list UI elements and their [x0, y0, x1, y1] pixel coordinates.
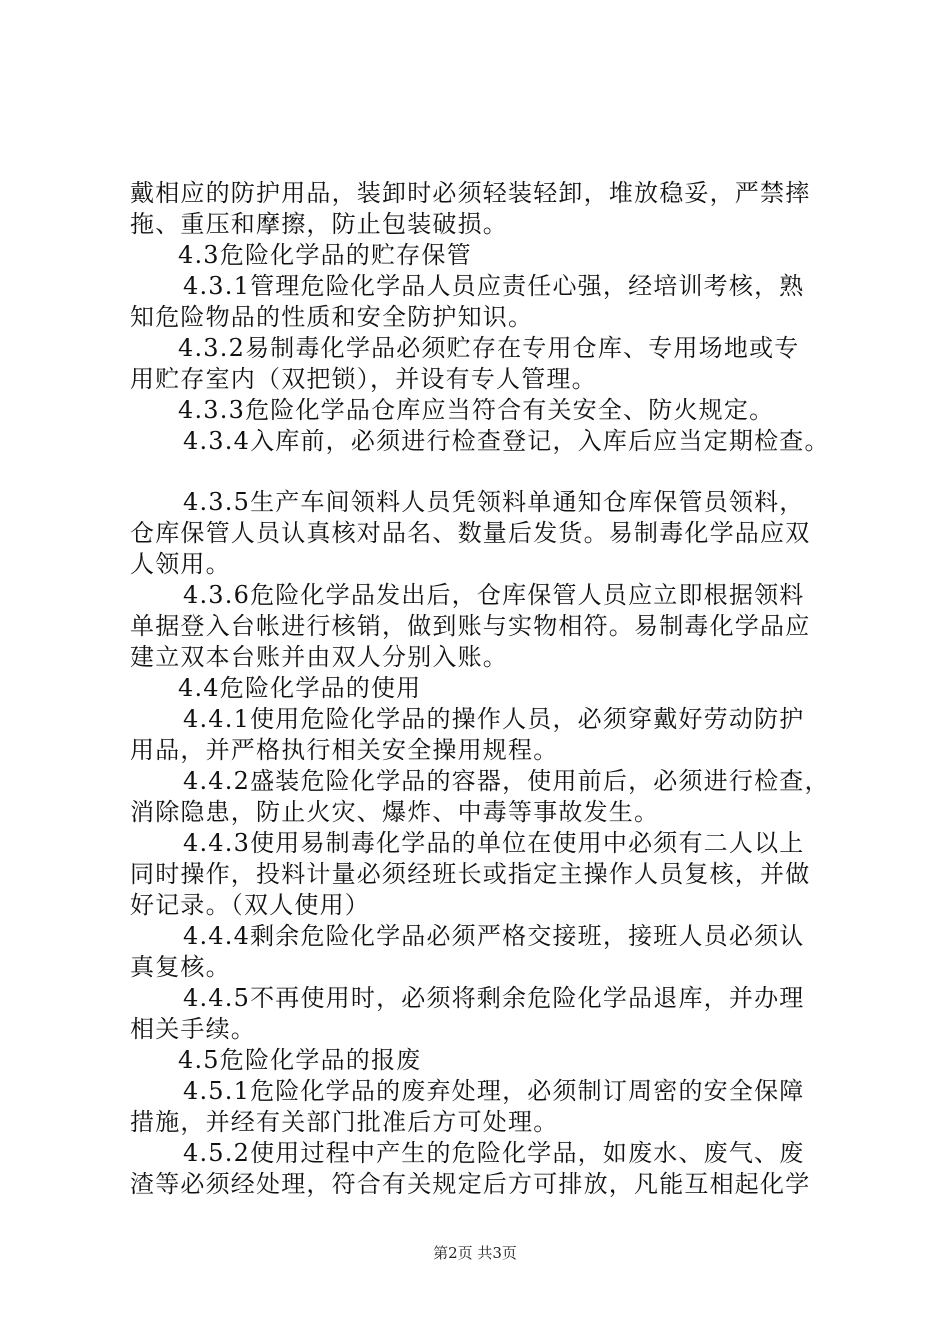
- body-line-26: 4.4.5不再使用时，必须将剩余危险化学品退库，并办理: [183, 984, 805, 1012]
- body-line-18: 用品，并严格执行相关安全操用规程。: [130, 736, 559, 764]
- body-line-14: 单据登入台帐进行核销，做到账与实物相符。易制毒化学品应: [130, 612, 811, 640]
- body-line-23: 好记录。（双人使用）: [130, 891, 370, 919]
- body-line-8: 4.3.3危险化学品仓库应当符合有关安全、防火规定。: [178, 396, 775, 424]
- body-line-7: 用贮存室内（双把锁），并设有专人管理。: [130, 365, 597, 393]
- body-line-12: 人领用。: [130, 550, 231, 578]
- section-heading-4-5: 4.5危险化学品的报废: [178, 1046, 422, 1074]
- body-line-6: 4.3.2易制毒化学品必须贮存在专用仓库、专用场地或专: [178, 334, 800, 362]
- body-line-11: 仓库保管人员认真核对品名、数量后发货。易制毒化学品应双: [130, 519, 811, 547]
- body-line-1: 戴相应的防护用品，装卸时必须轻装轻卸，堆放稳妥，严禁摔: [130, 179, 811, 207]
- body-line-19: 4.4.2盛装危险化学品的容器，使用前后，必须进行检查，: [183, 767, 830, 795]
- body-line-2: 拖、重压和摩擦，防止包装破损。: [130, 210, 508, 238]
- body-line-5: 知危险物品的性质和安全防护知识。: [130, 303, 534, 331]
- body-line-32: 渣等必须经处理，符合有关规定后方可排放，凡能互相起化学: [130, 1170, 811, 1198]
- body-line-30: 措施，并经有关部门批准后方可处理。: [130, 1108, 559, 1136]
- body-line-31: 4.5.2使用过程中产生的危险化学品，如废水、废气、废: [183, 1139, 805, 1167]
- body-line-25: 真复核。: [130, 953, 231, 981]
- body-line-24: 4.4.4剩余危险化学品必须严格交接班，接班人员必须认: [183, 922, 805, 950]
- body-line-15: 建立双本台账并由双人分别入账。: [130, 643, 508, 671]
- body-line-20: 消除隐患，防止火灾、爆炸、中毒等事故发生。: [130, 798, 660, 826]
- body-line-4: 4.3.1管理危险化学品人员应责任心强，经培训考核，熟: [183, 272, 805, 300]
- body-line-27: 相关手续。: [130, 1015, 256, 1043]
- body-line-10: 4.3.5生产车间领料人员凭领料单通知仓库保管员领料，: [183, 488, 805, 516]
- body-line-21: 4.4.3使用易制毒化学品的单位在使用中必须有二人以上: [183, 829, 805, 857]
- body-line-13: 4.3.6危险化学品发出后，仓库保管人员应立即根据领料: [183, 581, 805, 609]
- body-line-22: 同时操作，投料计量必须经班长或指定主操作人员复核，并做: [130, 860, 811, 888]
- body-line-29: 4.5.1危险化学品的废弃处理，必须制订周密的安全保障: [183, 1077, 805, 1105]
- body-line-17: 4.4.1使用危险化学品的操作人员，必须穿戴好劳动防护: [183, 705, 805, 733]
- body-line-9: 4.3.4入库前，必须进行检查登记，入库后应当定期检查。: [183, 427, 830, 455]
- section-heading-4-4: 4.4危险化学品的使用: [178, 674, 422, 702]
- page-number-footer: 第2页 共3页: [433, 1244, 517, 1262]
- section-heading-4-3: 4.3危险化学品的贮存保管: [178, 241, 472, 269]
